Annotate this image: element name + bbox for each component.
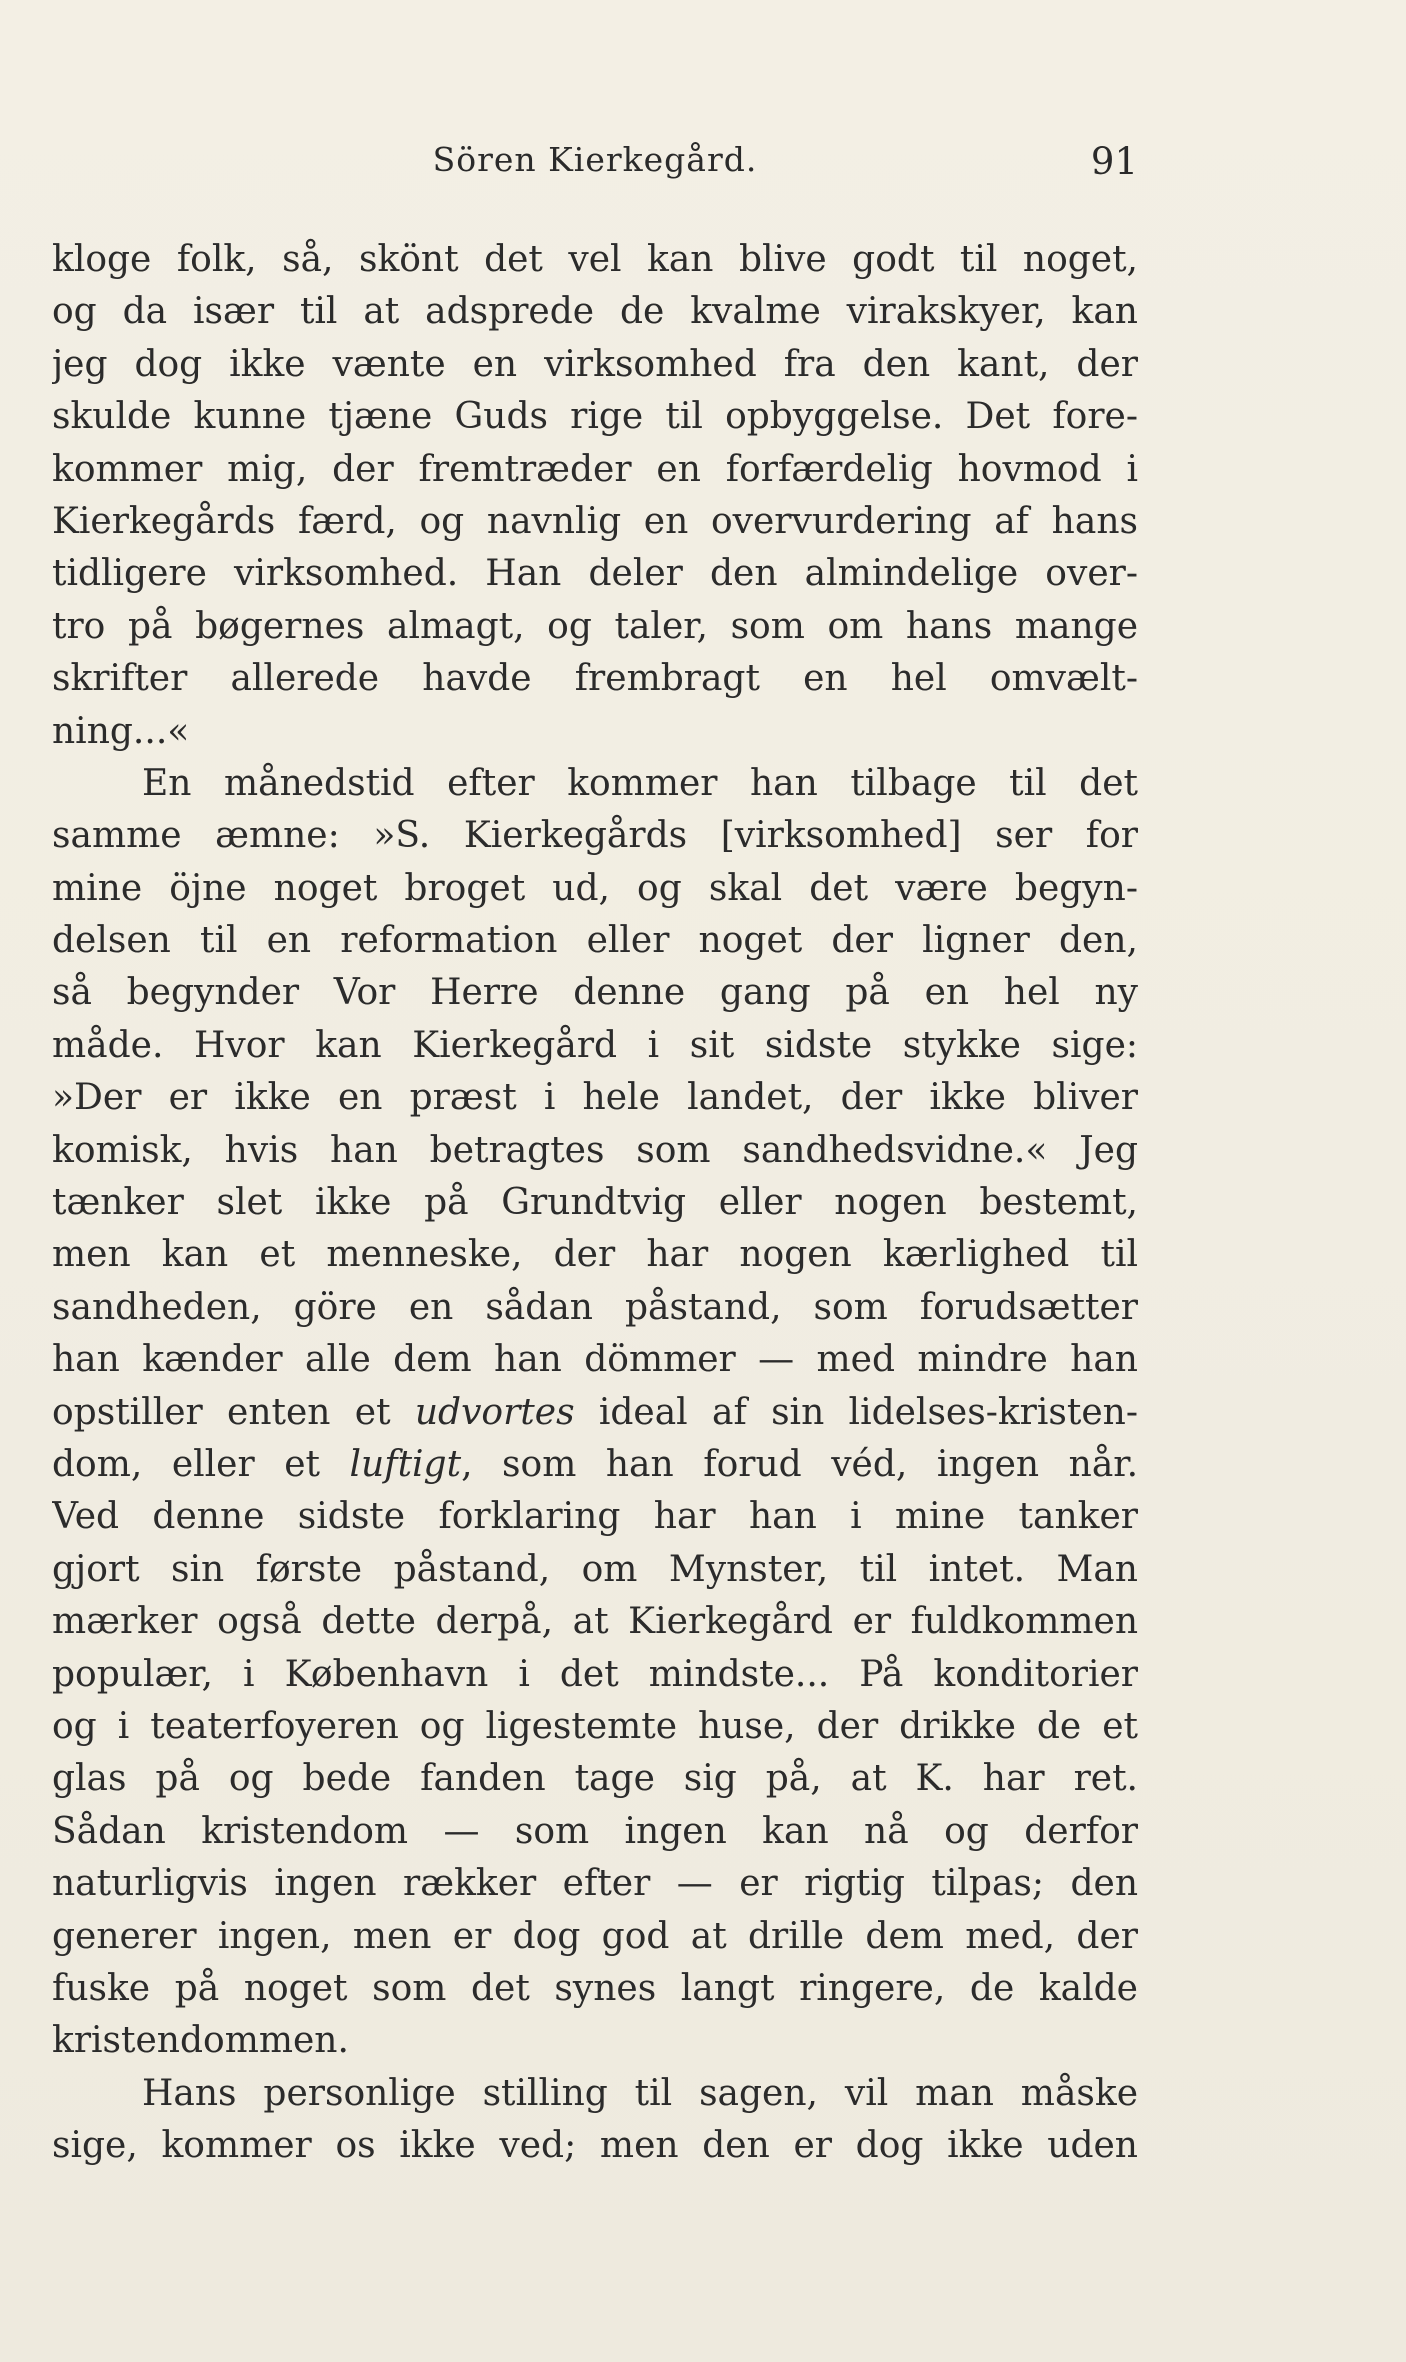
text-line: han kænder alle dem han dömmer — med mindre han [52, 1339, 1138, 1381]
text-line [52, 1439, 1138, 1491]
text-line: Ved denne sidste forklaring har han i mine tanker [52, 1496, 1138, 1538]
italic-word: luftigt [349, 1443, 462, 1485]
text-line: kristendommen. [52, 2020, 349, 2062]
line-segment: ideal af sin lidelses-kristen- [574, 1391, 1138, 1433]
line-segment: dom, eller et [52, 1443, 350, 1485]
text-line: kommer mig, der fremtræder en forfærdelig hovmod i [52, 448, 1138, 490]
text-line: mærker også dette derpå, at Kierkegård er fuldkommen [52, 1601, 1138, 1643]
running-head [52, 140, 1138, 190]
text-line: populær, i København i det mindste... På konditorier [52, 1653, 1138, 1695]
text-line: kloge folk, så, skönt det vel kan blive godt til noget, [52, 239, 1138, 280]
text-line: »Der er ikke en præst i hele landet, der ikke bliver [52, 1077, 1138, 1119]
text-line: sandheden, göre en sådan påstand, som forudsætter [52, 1286, 1138, 1328]
text-line: og da især til at adsprede de kvalme virakskyer, kan [52, 291, 1138, 333]
text-line: jeg dog ikke vænte en virksomhed fra den kant, der [52, 343, 1138, 385]
text-line: glas på og bede fanden tage sig på, at K. har ret. [52, 1758, 1138, 1800]
text-line: gjort sin første påstand, om Mynster, til intet. Man [52, 1548, 1138, 1590]
text-line: komisk, hvis han betragtes som sandhedsvidne.« Jeg [52, 1129, 1138, 1171]
text-line: tro på bøgernes almagt, og taler, som om hans mange [52, 605, 1138, 647]
text-line: mine öjne noget broget ud, og skal det være begyn- [52, 867, 1138, 909]
text-line: samme æmne: »S. Kierkegårds [virksomhed] ser for [52, 815, 1138, 857]
text-line: En månedstid efter kommer han tilbage til det [142, 762, 1138, 804]
text-line: men kan et menneske, der har nogen kærlighed til [52, 1234, 1138, 1276]
text-line: tænker slet ikke på Grundtvig eller nogen bestemt, [52, 1182, 1138, 1224]
text-line: Sådan kristendom — som ingen kan nå og derfor [52, 1810, 1138, 1852]
italic-word: udvortes [414, 1391, 575, 1433]
text-line: måde. Hvor kan Kierkegård i sit sidste stykke sige: [52, 1024, 1138, 1066]
line-segment: opstiller enten et [52, 1391, 415, 1433]
text-line: tidligere virksomhed. Han deler den almindelige over- [52, 553, 1138, 595]
running-title: Sören Kierkegård. [432, 140, 758, 179]
text-line: Hans personlige stilling til sagen, vil man måske [142, 2072, 1138, 2114]
text-line: delsen til en reformation eller noget der ligner den, [52, 920, 1138, 962]
page-number: 91 [1090, 140, 1138, 183]
text-line: og i teaterfoyeren og ligestemte huse, der drikke de et [52, 1705, 1138, 1747]
text-line: skrifter allerede havde frembragt en hel omvælt- [52, 658, 1138, 700]
text-line: generer ingen, men er dog god at drille dem med, der [52, 1915, 1138, 1957]
line-segment: , som han forud véd, ingen når. [461, 1443, 1138, 1485]
text-line: ning...« [52, 710, 190, 752]
text-line: sige, kommer os ikke ved; men den er dog ikke uden [52, 2125, 1138, 2167]
text-line: så begynder Vor Herre denne gang på en hel ny [52, 972, 1138, 1014]
text-line: Kierkegårds færd, og navnlig en overvurdering af hans [52, 500, 1138, 542]
text-line: fuske på noget som det synes langt ringere, de kalde [52, 1967, 1138, 2009]
body-text [52, 234, 1138, 2172]
text-line [52, 1387, 1138, 1439]
text-line: skulde kunne tjæne Guds rige til opbyggelse. Det fore- [52, 396, 1138, 438]
text-line: naturligvis ingen rækker efter — er rigtig tilpas; den [52, 1863, 1138, 1905]
